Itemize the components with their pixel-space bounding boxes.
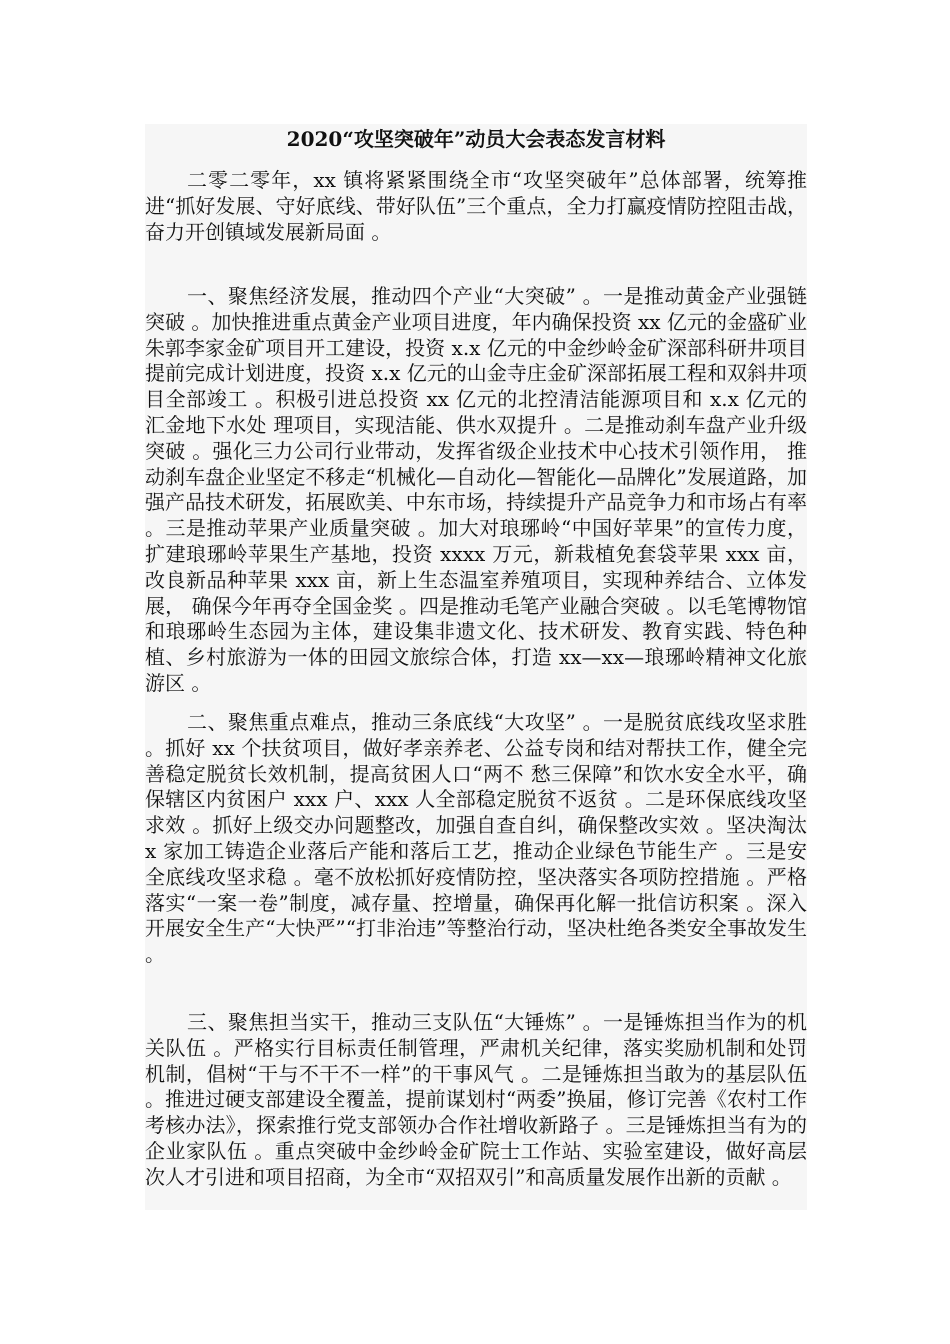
document-title: 2020“攻坚突破年”动员大会表态发言材料	[286, 127, 666, 151]
paragraph-intro: 二零二零年，xx 镇将紧紧围绕全市“攻坚突破年”总体部署，统筹推进“抓好发展、守好底线、带好队伍”三个重点，全力打赢疫情防控阻击战，奋力开创镇域发展新局面 。	[145, 168, 807, 244]
paragraph-bottom-lines: 二、聚焦重点难点，推动三条底线“大攻坚” 。一是脱贫底线攻坚求胜 。抓好 xx 个扶贫项目，做好孝亲养老、公益专岗和结对帮扶工作，健全完善稳定脱贫长效机制，提高贫困人口“两不 愁三保障”和饮水安全水平，确保辖区内贫困户 xxx 户、xxx 人全部稳定脱贫不返贫 。二是环保底线攻坚求效 。抓好上级交办问题整改，加强自查自纠，确保整改实效 。坚决淘汰 x 家加工铸造企业落后产能和落后工艺，推动企业绿色节能生产 。三是安全底线攻坚求稳 。毫不放松抓好疫情防控，坚决落实各项防控措施 。严格落实“一案一卷”制度，减存量、控增量，确保再化解一批信访积案 。深入开展安全生产“大快严”“打非治违”等整治行动，坚决杜绝各类安全事故发生 。	[145, 710, 807, 967]
document-body	[145, 124, 807, 1210]
paragraph-economy: 一、聚焦经济发展，推动四个产业“大突破” 。一是推动黄金产业强链突破 。加快推进重点黄金产业项目进度，年内确保投资 xx 亿元的金盛矿业朱郭李家金矿项目开工建设，投资 x.x 亿元的中金纱岭金矿深部科研井项目提前完成计划进度，投资 x.x 亿元的山金寺庄金矿深部拓展工程和双斜井项目全部竣工 。积极引进总投资 xx 亿元的北控清洁能源项目和 x.x 亿元的汇金地下水处 理项目，实现洁能、供水双提升 。二是推动刹车盘产业升级突破 。强化三力公司行业带动，发挥省级企业技术中心技术引领作用， 推动刹车盘企业坚定不移走“机械化—自动化—智能化—品牌化”发展道路，加强产品技术研发，拓展欧美、中东市场，持续提升产品竞争力和市场占有率 。三是推动苹果产业质量突破 。加大对琅琊岭“中国好苹果”的宣传力度，扩建琅琊岭苹果生产基地，投资 xxxx 万元，新栽植免套袋苹果 xxx 亩，改良新品种苹果 xxx 亩，新上生态温室养殖项目，实现种养结合、立体发展， 确保今年再夺全国金奖 。四是推动毛笔产业融合突破 。以毛笔博物馆和琅琊岭生态园为主体，建设集非遗文化、技术研发、教育实践、特色种植、乡村旅游为一体的田园文旅综合体，打造 xx—xx—琅琊岭精神文化旅游区 。	[145, 284, 807, 695]
paragraph-teams: 三、聚焦担当实干，推动三支队伍“大锤炼” 。一是锤炼担当作为的机关队伍 。严格实行目标责任制管理，严肃机关纪律，落实奖励机制和处罚机制，倡树“干与不干不一样”的干事风气 。二是锤炼担当敢为的基层队伍 。推进过硬支部建设全覆盖，提前谋划村“两委”换届，修订完善《农村工作考核办法》，探索推行党支部领办合作社增收新路子 。三是锤炼担当有为的企业家队伍 。重点突破中金纱岭金矿院士工作站、实验室建设，做好高层次人才引进和项目招商，为全市“双招双引”和高质量发展作出新的贡献 。	[145, 1010, 807, 1189]
